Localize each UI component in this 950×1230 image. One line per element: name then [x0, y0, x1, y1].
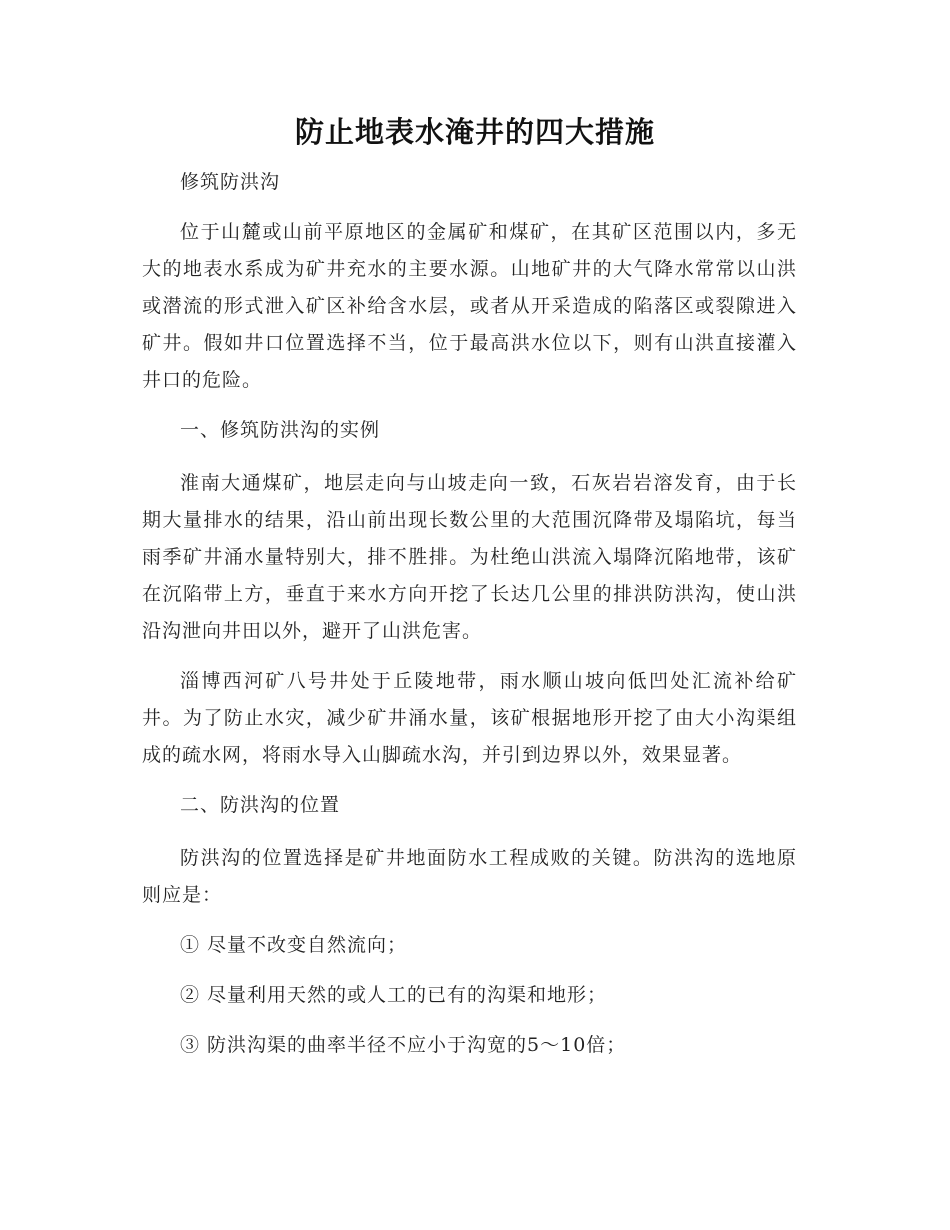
list-item: ① 尽量不改变自然流向；	[180, 934, 408, 956]
section-heading: 二、防洪沟的位置	[180, 794, 341, 816]
section-heading: 修筑防洪沟	[180, 171, 281, 193]
paragraph: 防洪沟的位置选择是矿井地面防水工程成败的关键。防洪沟的选地原则应是：	[142, 847, 797, 906]
document-body	[142, 164, 797, 1064]
paragraph: 位于山麓或山前平原地区的金属矿和煤矿，在其矿区范围以内，多无大的地表水系成为矿井充水的主要水源。山地矿井的大气降水常常以山洪或潜流的形式泄入矿区补给含水层，或者从开采造成的陷落区或裂隙进入矿井。假如井口位置选择不当，位于最高洪水位以下，则有山洪直接灌入井口的危险。	[142, 221, 797, 391]
paragraph: 淄博西河矿八号井处于丘陵地带，雨水顺山坡向低凹处汇流补给矿井。为了防止水灾，减少矿井涌水量，该矿根据地形开挖了由大小沟渠组成的疏水网，将雨水导入山脚疏水沟，并引到边界以外，效果显著。	[142, 670, 797, 766]
section-heading: 一、修筑防洪沟的实例	[180, 419, 381, 441]
paragraph: 淮南大通煤矿，地层走向与山坡走向一致，石灰岩岩溶发育，由于长期大量排水的结果，沿山前出现长数公里的大范围沉降带及塌陷坑，每当雨季矿井涌水量特别大，排不胜排。为杜绝山洪流入塌降沉陷地带，该矿在沉陷带上方，垂直于来水方向开挖了长达几公里的排洪防洪沟，使山洪沿沟泄向井田以外，避开了山洪危害。	[142, 472, 797, 642]
document-title: 防止地表水淹井的四大措施	[294, 115, 655, 149]
list-item: ③ 防洪沟渠的曲率半径不应小于沟宽的5～10倍；	[180, 1034, 627, 1056]
list-item: ② 尽量利用天然的或人工的已有的沟渠和地形；	[180, 984, 608, 1006]
